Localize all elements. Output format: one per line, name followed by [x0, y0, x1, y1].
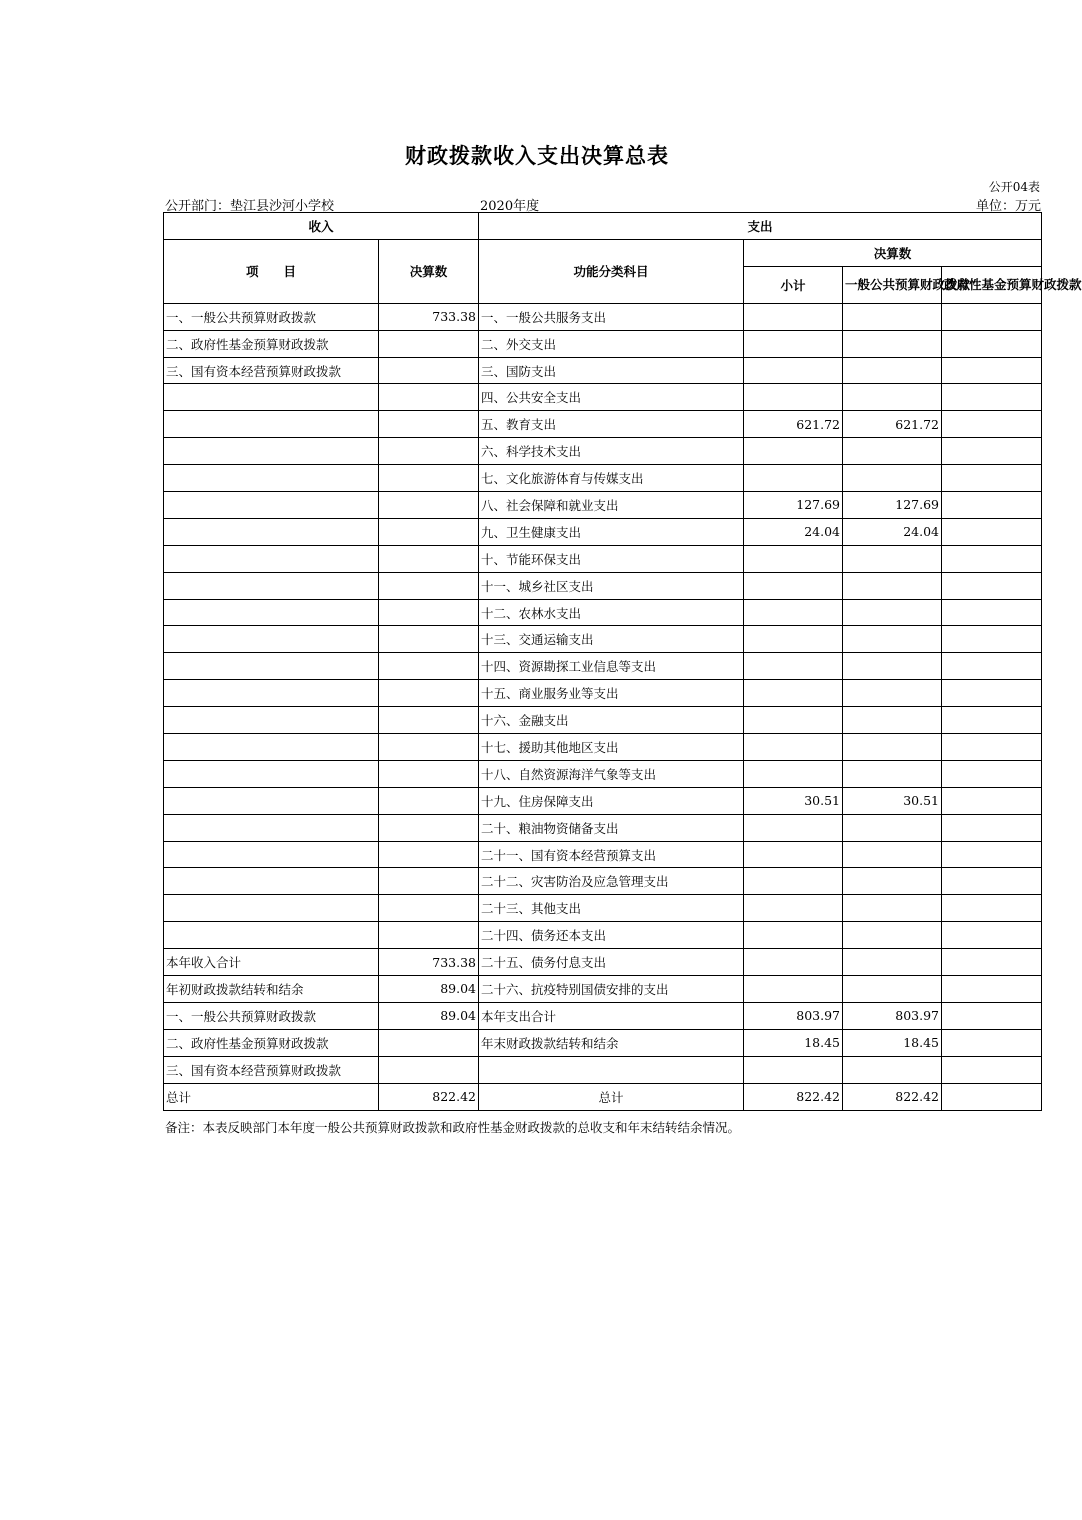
general-budget-cell — [843, 545, 942, 572]
expense-item-cell: 十五、商业服务业等支出 — [479, 680, 744, 707]
subtotal-cell — [744, 438, 843, 465]
table-row — [164, 438, 1042, 465]
general-budget-cell — [843, 1056, 942, 1083]
table-row — [164, 707, 1042, 734]
gov-fund-cell — [942, 357, 1042, 384]
income-item-cell — [164, 841, 379, 868]
subtotal-cell: 18.45 — [744, 1029, 843, 1056]
expense-item-cell: 二、外交支出 — [479, 330, 744, 357]
table-row — [164, 357, 1042, 384]
general-budget-cell — [843, 438, 942, 465]
income-item-cell — [164, 518, 379, 545]
general-budget-cell — [843, 303, 942, 330]
income-amount-cell: 822.42 — [379, 1083, 479, 1110]
general-budget-cell: 24.04 — [843, 518, 942, 545]
income-amount-cell — [379, 330, 479, 357]
income-amount-cell — [379, 411, 479, 438]
table-row — [164, 330, 1042, 357]
general-budget-cell — [843, 707, 942, 734]
expense-item-cell: 十七、援助其他地区支出 — [479, 734, 744, 761]
income-item-cell — [164, 868, 379, 895]
income-item-cell — [164, 653, 379, 680]
income-amount-cell — [379, 545, 479, 572]
income-item-cell — [164, 707, 379, 734]
table-row — [164, 572, 1042, 599]
expense-header: 支出 — [479, 213, 1042, 240]
gov-fund-cell — [942, 1056, 1042, 1083]
income-item-cell — [164, 734, 379, 761]
general-budget-cell: 18.45 — [843, 1029, 942, 1056]
income-item-cell — [164, 465, 379, 492]
expense-item-cell: 十六、金融支出 — [479, 707, 744, 734]
income-item-cell: 本年收入合计 — [164, 949, 379, 976]
gov-fund-cell — [942, 949, 1042, 976]
general-budget-cell — [843, 841, 942, 868]
table-row — [164, 1002, 1042, 1029]
general-budget-header: 一般公共预算财政拨款 — [843, 266, 942, 303]
subtotal-cell — [744, 868, 843, 895]
income-amount-cell — [379, 707, 479, 734]
meta-row — [165, 195, 1041, 213]
gov-fund-cell — [942, 734, 1042, 761]
income-amount-cell — [379, 653, 479, 680]
subtotal-cell — [744, 1056, 843, 1083]
form-number: 公开04表 — [988, 180, 1040, 194]
gov-fund-cell — [942, 922, 1042, 949]
subtotal-cell: 803.97 — [744, 1002, 843, 1029]
income-amount-cell — [379, 922, 479, 949]
expense-item-cell: 十、节能环保支出 — [479, 545, 744, 572]
subtotal-cell — [744, 734, 843, 761]
table-row — [164, 545, 1042, 572]
table-row — [164, 653, 1042, 680]
subtotal-cell — [744, 465, 843, 492]
income-item-cell: 三、国有资本经营预算财政拨款 — [164, 357, 379, 384]
table-row — [164, 734, 1042, 761]
expense-item-cell: 一、一般公共服务支出 — [479, 303, 744, 330]
income-item-cell: 年初财政拨款结转和结余 — [164, 976, 379, 1003]
subtotal-cell — [744, 330, 843, 357]
gov-fund-cell — [942, 1029, 1042, 1056]
general-budget-cell: 822.42 — [843, 1083, 942, 1110]
table-row — [164, 465, 1042, 492]
table-row — [164, 895, 1042, 922]
expense-item-cell: 二十、粮油物资储备支出 — [479, 814, 744, 841]
general-budget-cell — [843, 868, 942, 895]
functional-category-header: 功能分类科目 — [479, 239, 744, 303]
table-row — [164, 518, 1042, 545]
income-item-cell — [164, 384, 379, 411]
income-item-cell: 一、一般公共预算财政拨款 — [164, 303, 379, 330]
gov-fund-cell — [942, 1002, 1042, 1029]
expense-item-cell: 二十六、抗疫特别国债安排的支出 — [479, 976, 744, 1003]
general-budget-cell — [843, 330, 942, 357]
subtotal-cell — [744, 653, 843, 680]
gov-fund-cell — [942, 545, 1042, 572]
gov-fund-cell — [942, 1083, 1042, 1110]
income-item-cell — [164, 626, 379, 653]
income-amount-header: 决算数 — [379, 239, 479, 303]
income-amount-cell: 733.38 — [379, 949, 479, 976]
income-header: 收入 — [164, 213, 479, 240]
income-amount-cell — [379, 357, 479, 384]
expense-item-cell: 十八、自然资源海洋气象等支出 — [479, 760, 744, 787]
general-budget-cell — [843, 895, 942, 922]
general-budget-cell: 30.51 — [843, 787, 942, 814]
income-amount-cell — [379, 492, 479, 519]
income-amount-cell — [379, 518, 479, 545]
table-row — [164, 922, 1042, 949]
gov-fund-cell — [942, 599, 1042, 626]
gov-fund-cell — [942, 680, 1042, 707]
income-item-cell: 一、一般公共预算财政拨款 — [164, 1002, 379, 1029]
table-row — [164, 680, 1042, 707]
gov-fund-cell — [942, 707, 1042, 734]
expense-item-cell: 二十二、灾害防治及应急管理支出 — [479, 868, 744, 895]
expense-item-cell: 二十五、债务付息支出 — [479, 949, 744, 976]
income-item-cell — [164, 787, 379, 814]
table-row — [164, 814, 1042, 841]
general-budget-cell — [843, 653, 942, 680]
year-label: 2020年度 — [480, 199, 540, 214]
income-item-cell — [164, 922, 379, 949]
income-item-cell: 二、政府性基金预算财政拨款 — [164, 330, 379, 357]
subtotal-cell — [744, 707, 843, 734]
gov-fund-cell — [942, 438, 1042, 465]
income-amount-cell — [379, 1029, 479, 1056]
table-row — [164, 841, 1042, 868]
subtotal-cell — [744, 895, 843, 922]
subtotal-cell — [744, 626, 843, 653]
income-amount-cell — [379, 868, 479, 895]
gov-fund-cell — [942, 976, 1042, 1003]
income-amount-cell — [379, 814, 479, 841]
subtotal-cell — [744, 303, 843, 330]
subtotal-cell: 127.69 — [744, 492, 843, 519]
income-item-cell — [164, 895, 379, 922]
income-item-cell: 三、国有资本经营预算财政拨款 — [164, 1056, 379, 1083]
income-item-cell — [164, 680, 379, 707]
subtotal-cell — [744, 384, 843, 411]
expense-item-cell: 十三、交通运输支出 — [479, 626, 744, 653]
general-budget-cell — [843, 680, 942, 707]
subtotal-cell — [744, 357, 843, 384]
general-budget-cell — [843, 949, 942, 976]
gov-fund-header: 政府性基金预算财政拨款 — [942, 266, 1042, 303]
income-item-cell — [164, 438, 379, 465]
subtotal-cell — [744, 545, 843, 572]
expense-item-cell: 总计 — [479, 1083, 744, 1110]
footnote: 备注：本表反映部门本年度一般公共预算财政拨款和政府性基金财政拨款的总收支和年末结转结余情况。 — [165, 1120, 741, 1135]
expense-item-cell: 二十四、债务还本支出 — [479, 922, 744, 949]
subtotal-cell — [744, 841, 843, 868]
general-budget-cell — [843, 465, 942, 492]
income-amount-cell — [379, 760, 479, 787]
subtotal-cell — [744, 680, 843, 707]
table-row — [164, 492, 1042, 519]
income-item-cell — [164, 545, 379, 572]
expense-item-cell: 十二、农林水支出 — [479, 599, 744, 626]
subtotal-cell — [744, 814, 843, 841]
expense-item-cell: 年末财政拨款结转和结余 — [479, 1029, 744, 1056]
general-budget-cell — [843, 814, 942, 841]
expense-item-cell: 十一、城乡社区支出 — [479, 572, 744, 599]
gov-fund-cell — [942, 626, 1042, 653]
gov-fund-cell — [942, 814, 1042, 841]
income-item-cell: 总计 — [164, 1083, 379, 1110]
expense-item-cell: 八、社会保障和就业支出 — [479, 492, 744, 519]
subtotal-cell — [744, 922, 843, 949]
expense-item-cell: 五、教育支出 — [479, 411, 744, 438]
general-budget-cell — [843, 599, 942, 626]
expense-item-cell — [479, 1056, 744, 1083]
income-amount-cell — [379, 734, 479, 761]
table-row — [164, 1029, 1042, 1056]
income-amount-cell — [379, 465, 479, 492]
gov-fund-cell — [942, 895, 1042, 922]
income-item-cell — [164, 572, 379, 599]
department-label: 公开部门：垫江县沙河小学校 — [165, 199, 335, 214]
gov-fund-cell — [942, 518, 1042, 545]
expense-item-cell: 四、公共安全支出 — [479, 384, 744, 411]
general-budget-cell — [843, 572, 942, 599]
gov-fund-cell — [942, 572, 1042, 599]
budget-table — [163, 212, 1082, 1111]
general-budget-cell: 803.97 — [843, 1002, 942, 1029]
gov-fund-cell — [942, 303, 1042, 330]
subtotal-cell — [744, 760, 843, 787]
general-budget-cell — [843, 626, 942, 653]
gov-fund-cell — [942, 841, 1042, 868]
page-title: 财政拨款收入支出决算总表 — [405, 143, 669, 168]
income-amount-cell — [379, 438, 479, 465]
income-amount-cell — [379, 599, 479, 626]
income-amount-cell — [379, 895, 479, 922]
income-amount-cell — [379, 841, 479, 868]
gov-fund-cell — [942, 384, 1042, 411]
table-row — [164, 760, 1042, 787]
income-amount-cell — [379, 384, 479, 411]
gov-fund-cell — [942, 330, 1042, 357]
income-amount-cell — [379, 787, 479, 814]
income-item-cell — [164, 492, 379, 519]
expense-item-cell: 二十一、国有资本经营预算支出 — [479, 841, 744, 868]
income-item-cell — [164, 599, 379, 626]
table-row — [164, 384, 1042, 411]
income-item-cell — [164, 411, 379, 438]
income-amount-cell — [379, 680, 479, 707]
table-row — [164, 868, 1042, 895]
general-budget-cell — [843, 976, 942, 1003]
table-row — [164, 949, 1042, 976]
gov-fund-cell — [942, 465, 1042, 492]
subtotal-cell: 24.04 — [744, 518, 843, 545]
expense-item-cell: 十四、资源勘探工业信息等支出 — [479, 653, 744, 680]
gov-fund-cell — [942, 653, 1042, 680]
income-item-cell — [164, 814, 379, 841]
general-budget-cell: 621.72 — [843, 411, 942, 438]
subtotal-cell: 822.42 — [744, 1083, 843, 1110]
income-amount-cell — [379, 572, 479, 599]
subtotal-cell: 30.51 — [744, 787, 843, 814]
general-budget-cell — [843, 384, 942, 411]
subtotal-header: 小计 — [744, 266, 843, 303]
general-budget-cell — [843, 760, 942, 787]
table-row — [164, 1056, 1042, 1083]
general-budget-cell — [843, 922, 942, 949]
gov-fund-cell — [942, 868, 1042, 895]
gov-fund-cell — [942, 760, 1042, 787]
gov-fund-cell — [942, 492, 1042, 519]
table-row — [164, 411, 1042, 438]
subtotal-cell — [744, 949, 843, 976]
table-row — [164, 626, 1042, 653]
general-budget-cell — [843, 357, 942, 384]
income-item-cell: 二、政府性基金预算财政拨款 — [164, 1029, 379, 1056]
general-budget-cell — [843, 734, 942, 761]
expense-item-cell: 二十三、其他支出 — [479, 895, 744, 922]
table-row — [164, 1083, 1042, 1110]
expense-item-cell: 本年支出合计 — [479, 1002, 744, 1029]
table-row — [164, 303, 1042, 330]
expense-item-cell: 三、国防支出 — [479, 357, 744, 384]
expense-item-cell: 九、卫生健康支出 — [479, 518, 744, 545]
income-amount-cell: 733.38 — [379, 303, 479, 330]
subtotal-cell — [744, 599, 843, 626]
table-row — [164, 599, 1042, 626]
general-budget-cell: 127.69 — [843, 492, 942, 519]
table-row — [164, 787, 1042, 814]
final-amount-group-header: 决算数 — [744, 239, 1042, 266]
income-amount-cell — [379, 1056, 479, 1083]
expense-item-cell: 六、科学技术支出 — [479, 438, 744, 465]
income-item-cell — [164, 760, 379, 787]
gov-fund-cell — [942, 787, 1042, 814]
unit-label: 单位：万元 — [975, 199, 1041, 214]
income-amount-cell: 89.04 — [379, 1002, 479, 1029]
expense-item-cell: 十九、住房保障支出 — [479, 787, 744, 814]
item-header: 项 目 — [164, 239, 379, 303]
subtotal-cell — [744, 572, 843, 599]
subtotal-cell — [744, 976, 843, 1003]
table-row — [164, 976, 1042, 1003]
income-amount-cell: 89.04 — [379, 976, 479, 1003]
expense-item-cell: 七、文化旅游体育与传媒支出 — [479, 465, 744, 492]
subtotal-cell: 621.72 — [744, 411, 843, 438]
gov-fund-cell — [942, 411, 1042, 438]
income-amount-cell — [379, 626, 479, 653]
